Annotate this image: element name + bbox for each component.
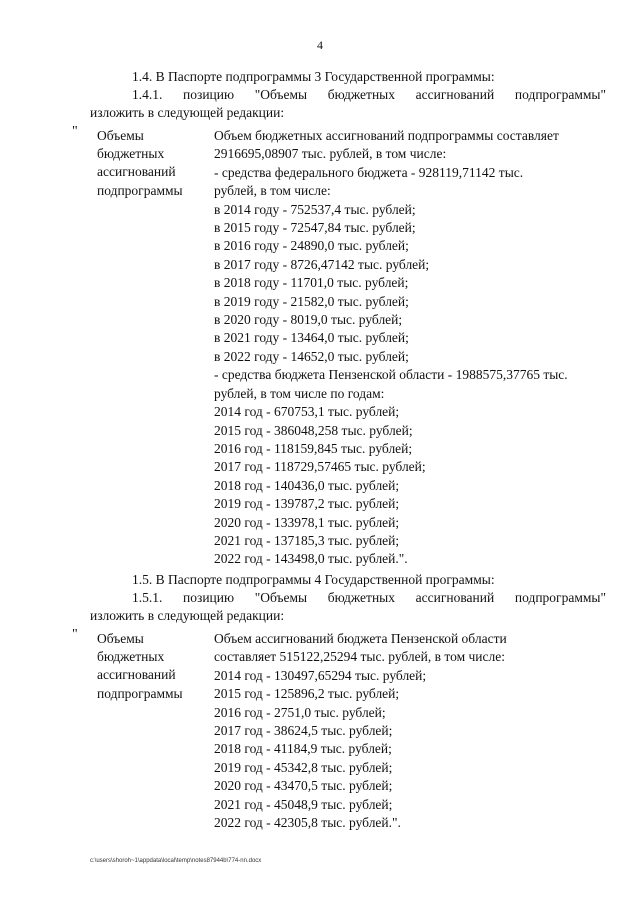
value-line: 2015 год - 386048,258 тыс. рублей; xyxy=(214,422,413,438)
value-line: в 2015 году - 72547,84 тыс. рублей; xyxy=(214,220,416,236)
value-line: в 2016 году - 24890,0 тыс. рублей; xyxy=(214,238,409,254)
label-line: Объемы xyxy=(97,631,144,646)
label-line: бюджетных xyxy=(97,649,165,665)
label-line: Объемы xyxy=(97,128,144,143)
value-line: 2015 год - 125896,2 тыс. рублей; xyxy=(214,686,400,702)
section-1-5-values xyxy=(214,630,507,832)
value-line: в 2018 году - 11701,0 тыс. рублей; xyxy=(214,275,409,291)
section-1-4-heading: 1.4. В Паспорте подпрограммы 3 Государственной программы: xyxy=(132,69,495,84)
value-line: 2020 год - 133978,1 тыс. рублей; xyxy=(214,514,400,530)
value-line: 2017 год - 38624,5 тыс. рублей; xyxy=(214,723,393,739)
section-1-4-item-cont: изложить в следующей редакции: xyxy=(90,105,285,120)
value-line: 2016 год - 118159,845 тыс. рублей; xyxy=(214,440,413,456)
section-1-5-item-cont: изложить в следующей редакции: xyxy=(90,608,285,623)
value-line: 2019 год - 45342,8 тыс. рублей; xyxy=(214,759,393,775)
section-1-5-item-line: 1.5.1. позицию "Объемы бюджетных ассигнований подпрограммы" xyxy=(132,590,606,605)
value-line: 2916695,08907 тыс. рублей, в том числе: xyxy=(214,146,447,162)
value-line: в 2022 году - 14652,0 тыс. рублей; xyxy=(214,348,409,364)
value-line: 2014 год - 670753,1 тыс. рублей; xyxy=(214,404,400,420)
value-line: в 2014 году - 752537,4 тыс. рублей; xyxy=(214,201,416,217)
value-line: - средства бюджета Пензенской области - 1988575,37765 тыс. xyxy=(214,367,568,383)
value-line: 2022 год - 42305,8 тыс. рублей.". xyxy=(214,815,401,831)
value-line: рублей, в том числе по годам: xyxy=(214,385,385,401)
value-line: рублей, в том числе: xyxy=(214,183,331,199)
value-line: 2016 год - 2751,0 тыс. рублей; xyxy=(214,704,386,720)
section-1-5-quote-mark: " xyxy=(72,627,78,642)
value-line: - средства федерального бюджета - 928119,71142 тыс. xyxy=(214,164,524,180)
section-1-4-quote-mark: " xyxy=(72,124,78,139)
value-line: 2019 год - 139787,2 тыс. рублей; xyxy=(214,496,400,512)
footer-file-path: c:\users\shoroh~1\appdata\local\temp\notes87944b\774-nn.docx xyxy=(90,858,262,864)
value-line: в 2017 году - 8726,47142 тыс. рублей; xyxy=(214,256,430,272)
value-line: 2018 год - 41184,9 тыс. рублей; xyxy=(214,741,392,757)
label-line: ассигнований xyxy=(97,164,176,180)
label-line: бюджетных xyxy=(97,146,165,162)
value-line: в 2021 году - 13464,0 тыс. рублей; xyxy=(214,330,409,346)
section-1-4-item-line: 1.4.1. позицию "Объемы бюджетных ассигнований подпрограммы" xyxy=(132,87,606,102)
section-1-5-label xyxy=(97,630,183,703)
label-line: ассигнований xyxy=(97,667,176,683)
value-line: 2021 год - 45048,9 тыс. рублей; xyxy=(214,796,393,812)
value-line: 2021 год - 137185,3 тыс. рублей; xyxy=(214,532,400,548)
value-line: в 2019 году - 21582,0 тыс. рублей; xyxy=(214,293,409,309)
section-1-5-heading: 1.5. В Паспорте подпрограммы 4 Государственной программы: xyxy=(132,572,495,587)
value-line: 2018 год - 140436,0 тыс. рублей; xyxy=(214,477,400,493)
value-line: 2020 год - 43470,5 тыс. рублей; xyxy=(214,778,393,794)
section-1-4-label xyxy=(97,127,183,200)
value-line: Объем ассигнований бюджета Пензенской области xyxy=(214,631,507,646)
label-line: подпрограммы xyxy=(97,685,183,701)
value-line: 2022 год - 143498,0 тыс. рублей.". xyxy=(214,551,408,567)
value-line: 2014 год - 130497,65294 тыс. рублей; xyxy=(214,667,427,683)
page-number: 4 xyxy=(317,38,323,52)
value-line: составляет 515122,25294 тыс. рублей, в том числе: xyxy=(214,649,505,665)
label-line: подпрограммы xyxy=(97,182,183,198)
value-line: в 2020 году - 8019,0 тыс. рублей; xyxy=(214,312,403,328)
section-1-4-values xyxy=(214,127,568,569)
value-line: 2017 год - 118729,57465 тыс. рублей; xyxy=(214,459,426,475)
value-line: Объем бюджетных ассигнований подпрограммы составляет xyxy=(214,128,559,143)
